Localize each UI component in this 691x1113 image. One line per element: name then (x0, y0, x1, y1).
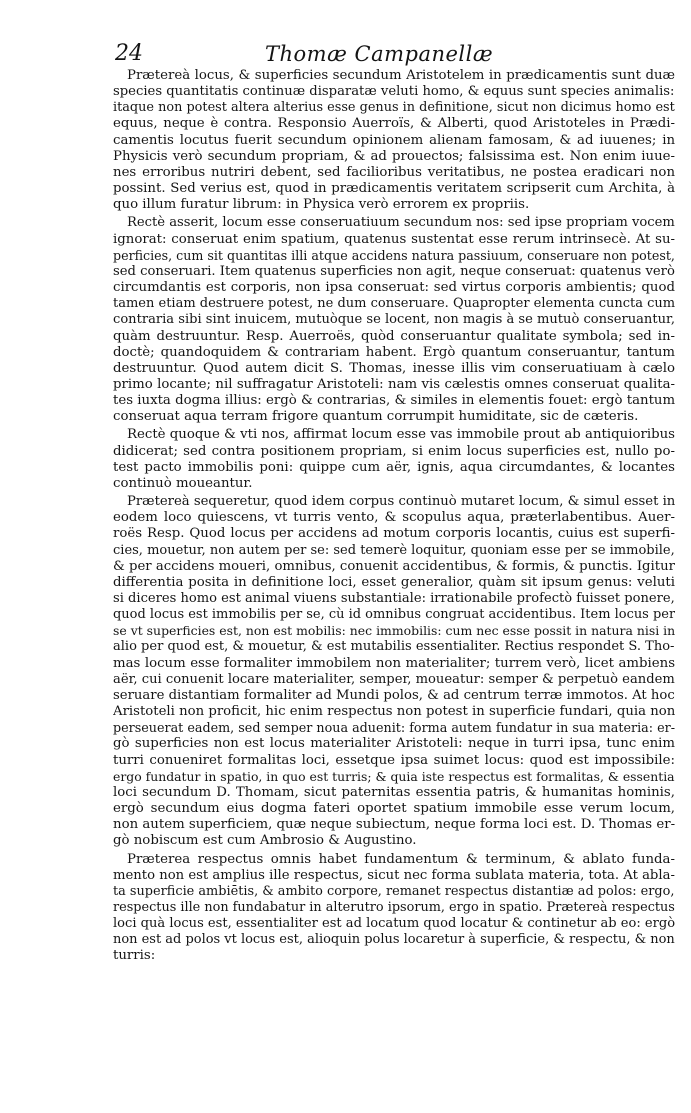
text-line: doctè; quandoquidem & contrariam habent. Ergò quantum conseruantur, tantum (113, 344, 675, 360)
text-line: didicerat; sed contra positionem propriam, si enim locus superficies est, nullo po- (113, 443, 675, 459)
text-line: perficies, cum sit quantitas illi atque accidens natura passiuum, conseruare non potest, (113, 247, 675, 263)
text-line: quod locus est immobilis per se, cù id omnibus congruat accidentibus. Item locus per (113, 607, 675, 623)
text-line: Physicis verò secundum propriam, & ad prouectos; falsissima est. Non enim iuue- (113, 148, 675, 164)
text-line: species quantitatis continuæ disparatæ veluti homo, & equus sunt species animalis: (113, 84, 675, 100)
text-line: Prætereà sequeretur, quod idem corpus continuò mutaret locum, & simul esset in (127, 494, 675, 510)
text-line: test pacto immobilis poni: quippe cum aër, ignis, aqua circumdantes, & locantes (113, 459, 675, 475)
body-text (113, 68, 675, 965)
text-line: loci quà locus est, essentialiter est ad locatum quod locatur & continetur ab eo: ergò (113, 916, 675, 932)
text-line: si diceres homo est animal viuens substantiale: irrationabile profectò fuisset ponere, (113, 591, 675, 606)
text-line: nes erroribus nutriri debent, sed facilioribus veritatibus, ne postea eradicari non (113, 164, 675, 180)
text-line: se vt superficies est, non est mobilis: nec immobilis: cum nec esse possit in natura nisi in (113, 623, 675, 639)
text-line: gò superficies non est locus materialiter Aristoteli: neque in turri ipsa, tunc enim (113, 736, 675, 752)
paragraph (113, 427, 675, 492)
text-line: seruare distantiam formaliter ad Mundi polos, & ad centrum terræ immotos. At hoc (113, 687, 675, 703)
text-line: circumdantis est corporis, non ipsa conseruat: sed virtus corporis ambientis; quod (113, 280, 675, 296)
text-line: primo locante; nil suffragatur Aristoteli: nam vis cælestis omnes conseruat qualita- (113, 376, 675, 392)
text-line: sed conseruari. Item quatenus superficies non agit, neque conseruat: quatenus verò (113, 263, 675, 279)
text-line: conseruat aqua terram frigore quantum corrumpit humiditate, sic de cæteris. (113, 409, 639, 425)
text-line: ta superficie ambiētis, & ambito corpore, remanet respectus distantiæ ad polos: ergo, (113, 883, 675, 899)
text-line: mento non est amplius ille respectus, sicut nec forma sublata materia, tota. At abla- (113, 867, 675, 883)
text-line: differentia posita in definitione loci, esset generalior, quàm sit ipsum genus: veluti (113, 574, 675, 590)
text-line: cies, mouetur, non autem per se: sed temerè loquitur, quoniam esse per se immobile, (113, 542, 675, 558)
text-line: aër, cui conuenit locare materialiter, semper, moueatur: semper & perpetuò eandem (113, 671, 675, 687)
paragraph (113, 215, 675, 425)
text-line: eodem loco quiescens, vt turris vento, & scopulus aqua, præterlabentibus. Auer- (113, 510, 675, 526)
text-line: camentis locutus fuerit secundum opinionem alienam famosam, & ad iuuenes; in (113, 132, 675, 148)
paragraph (113, 494, 675, 849)
text-line: roës Resp. Quod locus per accidens ad motum corporis locantis, cuius est superfi- (113, 526, 675, 542)
text-line: tes iuxta dogma illius: ergò & contrarias, & similes in elementis fouet: ergò tantum (113, 393, 675, 409)
text-line: possint. Sed verius est, quod in prædicamentis veritatem scripserit cum Archita, à (113, 181, 675, 197)
text-line: ignorat: conseruat enim spatium, quatenus sustentat esse rerum intrinsecè. At su- (113, 231, 675, 247)
text-line: Aristoteli non proficit, hic enim respectus non potest in superficie fundari, quia non (113, 704, 675, 720)
text-line: non autem superficiem, quæ neque subiectum, neque forma loci est. D. Thomas er- (113, 817, 675, 833)
text-line: turri conueniret formalitas loci, essetque ipsa suimet locus: quod est impossibile: (113, 752, 675, 768)
paragraph (113, 68, 675, 213)
text-line: non est ad polos vt locus est, alioquin polus locaretur à superficie, & respectu, & non (113, 932, 675, 948)
paragraph (113, 852, 675, 965)
text-line: Prætereà locus, & superficies secundum Aristotelem in prædicamentis sunt duæ (127, 68, 675, 83)
running-head: Thomæ Campanellæ (265, 42, 494, 66)
text-line: alio per quod est, & mouetur, & est mutabilis essentialiter. Rectius respondet S. Tho- (113, 639, 675, 655)
page-header (115, 40, 635, 70)
text-line: mas locum esse formaliter immobilem non materialiter; turrem verò, licet ambiens (113, 655, 675, 671)
text-line: contraria sibi sint inuicem, mutuòque se locent, non magis à se mutuò conseruantur, (113, 312, 675, 328)
text-line: ergo fundatur in spatio, in quo est turris; & quia iste respectus est formalitas, & essentia (113, 768, 675, 784)
text-line: quo illum furatur librum: in Physica verò errorem ex propriis. (113, 197, 530, 213)
text-line: continuò moueantur. (113, 475, 253, 491)
text-line: Præterea respectus omnis habet fundamentum & terminum, & ablato funda- (127, 851, 675, 867)
text-line: itaque non potest altera alterius esse genus in definitione, sicut non dicimus homo est (113, 100, 675, 116)
text-line: quàm destruuntur. Resp. Auerroës, quòd conseruantur qualitate symbola; sed in- (113, 328, 675, 344)
text-line: loci secundum D. Thomam, sicut paternitas essentia patris, & humanitas hominis, (113, 784, 675, 800)
text-line: turris: (113, 948, 156, 964)
text-line: tamen etiam destruere potest, ne dum conseruare. Quapropter elementa cuncta cum (113, 296, 675, 312)
text-line: Rectè asserit, locum esse conseruatiuum secundum nos: sed ipse propriam vocem (127, 215, 675, 231)
text-line: equus, neque è contra. Responsio Auerroïs, & Alberti, quod Aristoteles in Prædi- (113, 116, 675, 132)
text-line: ergò secundum eius dogma fateri oportet spatium immobile esse verum locum, (113, 801, 675, 817)
text-line: destruuntur. Quod autem dicit S. Thomas, inesse illis vim conseruatiuam à cælo (113, 360, 675, 376)
text-line: Rectè quoque & vti nos, affirmat locum esse vas immobile prout ab antiquioribus (127, 427, 675, 443)
text-line: & per accidens moueri, omnibus, conuenit accidentibus, & formis, & punctis. Igitur (113, 558, 675, 574)
page-number: 24 (115, 41, 143, 66)
text-line: perseuerat eadem, sed semper noua aduenit: forma autem fundatur in sua materia: er- (113, 720, 675, 736)
text-line: respectus ille non fundabatur in alterutro ipsorum, ergo in spatio. Prætereà respectus (113, 899, 675, 915)
text-line: gò nobiscum est cum Ambrosio & Augustino. (113, 833, 417, 849)
